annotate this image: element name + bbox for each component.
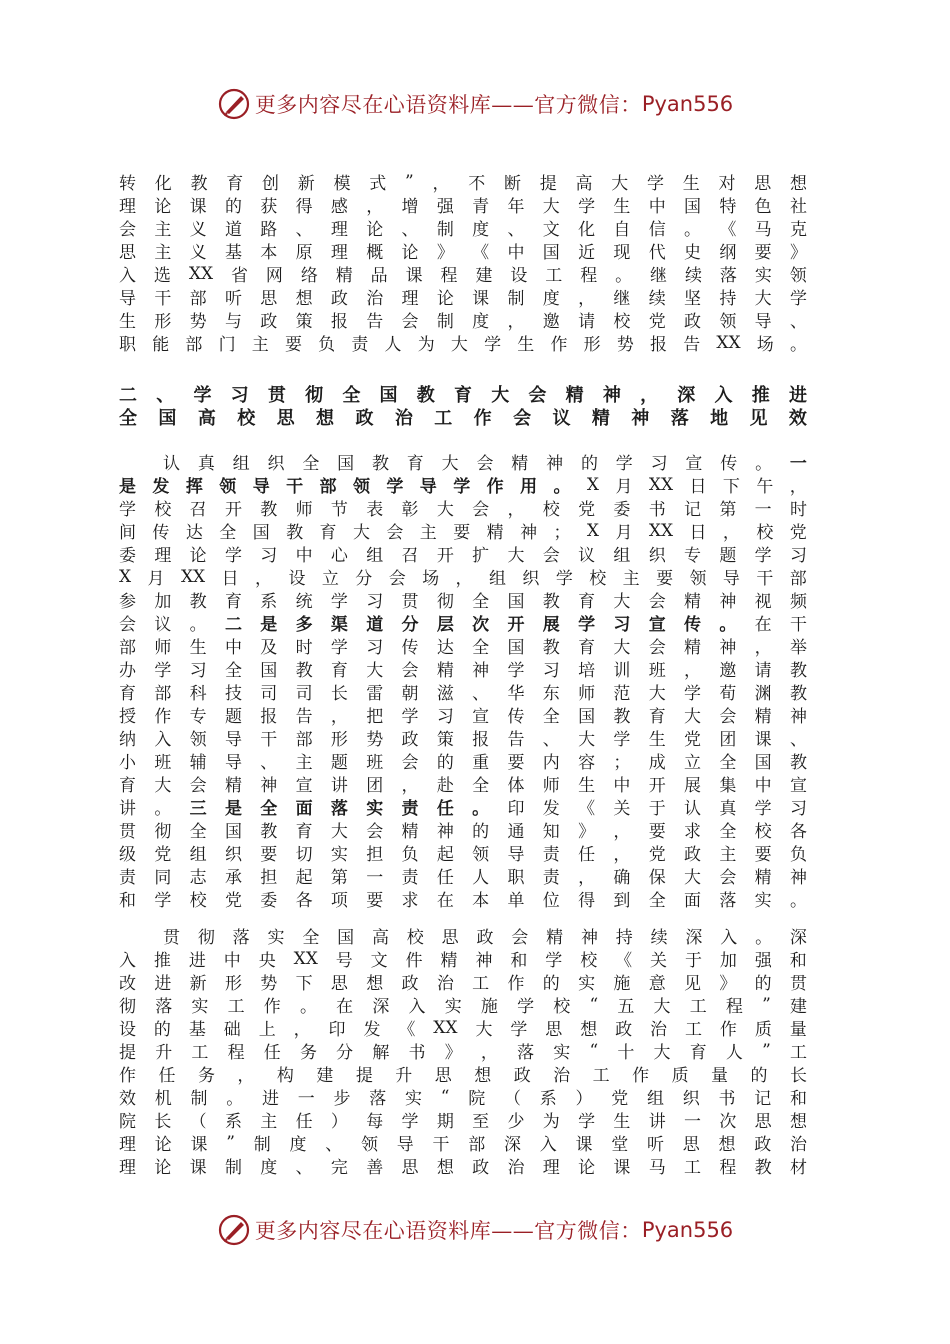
text-line: 入 推 进 中 央 XX 号 文 件 精 神 和 学 校 《 关 于 加 强 和: [119, 948, 807, 971]
text-line: 提 升 工 程 任 务 分 解 书 》 ， 落 实 “ 十 大 育 人 ” 工: [119, 1040, 807, 1063]
text-line: 委 理 论 学 习 中 心 组 召 开 扩 大 会 议 组 织 专 题 学 习: [119, 546, 807, 566]
text-line: 理 论 课 制 度 、 完 善 思 想 政 治 理 论 课 马 工 程 教 材: [119, 1158, 807, 1178]
banner-text: 更多内容尽在心语资料库——官方微信：: [254, 1219, 642, 1243]
banner-wechat-id: Pyan556: [641, 92, 734, 116]
text-line: 贯 彻 落 实 全 国 高 校 思 政 会 精 神 持 续 深 入 。 深: [163, 928, 807, 948]
text-line: 入 选 XX 省 网 络 精 品 课 程 建 设 工 程 。 继 续 落 实 领: [119, 263, 807, 286]
text-line: 和 学 校 党 委 各 项 要 求 在 本 单 位 得 到 全 面 落 实 。: [119, 891, 807, 911]
text-line: 级 党 组 织 要 切 实 担 负 起 领 导 责 任 ， 党 政 主 要 负: [119, 845, 807, 865]
text-line: 办 学 习 全 国 教 育 大 会 精 神 学 习 培 训 班 ， 邀 请 教: [119, 661, 807, 681]
text-line: 学 校 召 开 教 师 节 表 彰 大 会 ， 校 党 委 书 记 第 一 时: [119, 500, 807, 520]
text-line: 纳 入 领 导 干 部 形 势 政 策 报 告 、 大 学 生 党 团 课 、: [119, 730, 807, 750]
text-line: 授 作 专 题 报 告 ， 把 学 习 宣 传 全 国 教 育 大 会 精 神: [119, 707, 807, 727]
text-line: 贯 彻 全 国 教 育 大 会 精 神 的 通 知 》 ， 要 求 全 校 各: [119, 822, 807, 842]
text-line: 责 同 志 承 担 起 第 一 责 任 人 职 责 ， 确 保 大 会 精 神: [119, 868, 807, 888]
heading-line: 全 国 高 校 思 想 政 治 工 作 会 议 精 神 落 地 见 效: [119, 407, 807, 429]
text-line: 会 议 。 二 是 多 渠 道 分 层 次 开 展 学 习 宣 传 。 在 干: [119, 615, 807, 635]
text-line: 职 能 部 门 主 要 负 责 人 为 大 学 生 作 形 势 报 告 XX 场 。: [119, 332, 807, 355]
text-line: 理 论 课 的 获 得 感 ， 增 强 青 年 大 学 生 中 国 特 色 社: [119, 197, 807, 217]
paragraph-continued: [119, 170, 807, 354]
text-line: X 月 XX 日 ， 设 立 分 会 场 ， 组 织 学 校 主 要 领 导 干 部: [119, 566, 807, 589]
text-line: 导 干 部 听 思 想 政 治 理 论 课 制 度 ， 继 续 坚 持 大 学: [119, 289, 807, 309]
text-line: 彻 落 实 工 作 。 在 深 入 实 施 学 校 “ 五 大 工 程 ” 建: [119, 994, 807, 1017]
text-line: 参 加 教 育 系 统 学 习 贯 彻 全 国 教 育 大 会 精 神 视 频: [119, 592, 807, 612]
text-line: 转 化 教 育 创 新 模 式 ” ， 不 断 提 高 大 学 生 对 思 想: [119, 171, 807, 194]
text-line: 育 部 科 技 司 司 长 雷 朝 滋 、 华 东 师 范 大 学 荀 渊 教: [119, 684, 807, 704]
paragraph-ideological-work: [119, 924, 807, 1177]
top-watermark-banner: [0, 82, 950, 126]
pen-seal-icon: [217, 1213, 251, 1247]
text-line: 效 机 制 。 进 一 步 落 实 “ 院 （ 系 ） 党 组 织 书 记 和: [119, 1086, 807, 1109]
document-body: [119, 170, 807, 1177]
text-line: 会 主 义 道 路 、 理 论 、 制 度 、 文 化 自 信 。 《 马 克: [119, 220, 807, 240]
text-line: 思 主 义 基 本 原 理 概 论 》 《 中 国 近 现 代 史 纲 要 》: [119, 243, 807, 263]
text-line: 育 大 会 精 神 宣 讲 团 ， 赴 全 体 师 生 中 开 展 集 中 宣: [119, 776, 807, 796]
text-line: 部 师 生 中 及 时 学 习 传 达 全 国 教 育 大 会 精 神 ， 举: [119, 638, 807, 658]
banner-text: 更多内容尽在心语资料库——官方微信：: [254, 93, 642, 117]
banner-wechat-id: Pyan556: [641, 1218, 734, 1242]
text-line: 理 论 课 ” 制 度 、 领 导 干 部 深 入 课 堂 听 思 想 政 治: [119, 1132, 807, 1155]
pen-seal-icon: [217, 87, 251, 121]
text-line: 改 进 新 形 势 下 思 想 政 治 工 作 的 实 施 意 见 》 的 贯: [119, 974, 807, 994]
section-heading: [119, 382, 807, 428]
text-line: 生 形 势 与 政 策 报 告 会 制 度 ， 邀 请 校 党 政 领 导 、: [119, 312, 807, 332]
text-line: 作 任 务 ， 构 建 提 升 思 想 政 治 工 作 质 量 的 长: [119, 1066, 807, 1086]
text-line: 间 传 达 全 国 教 育 大 会 主 要 精 神 ； X 月 XX 日 ， 校 党: [119, 520, 807, 543]
text-line: 讲 。 三 是 全 面 落 实 责 任 。 印 发 《 关 于 认 真 学 习: [119, 799, 807, 819]
heading-line: 二 、 学 习 贯 彻 全 国 教 育 大 会 精 神 ， 深 入 推 进: [119, 384, 807, 406]
bottom-watermark-banner: [0, 1208, 950, 1252]
text-line: 小 班 辅 导 、 主 题 班 会 的 重 要 内 容 ； 成 立 全 国 教: [119, 753, 807, 773]
text-line: 认 真 组 织 全 国 教 育 大 会 精 神 的 学 习 宣 传 。 一: [163, 454, 807, 474]
paragraph-education-conference: [119, 450, 807, 910]
text-line: 是 发 挥 领 导 干 部 领 学 导 学 作 用 。 X 月 XX 日 下 午 ，: [119, 474, 807, 497]
text-line: 院 长 （ 系 主 任 ） 每 学 期 至 少 为 学 生 讲 一 次 思 想: [119, 1112, 807, 1132]
text-line: 设 的 基 础 上 ， 印 发 《 XX 大 学 思 想 政 治 工 作 质 量: [119, 1017, 807, 1040]
